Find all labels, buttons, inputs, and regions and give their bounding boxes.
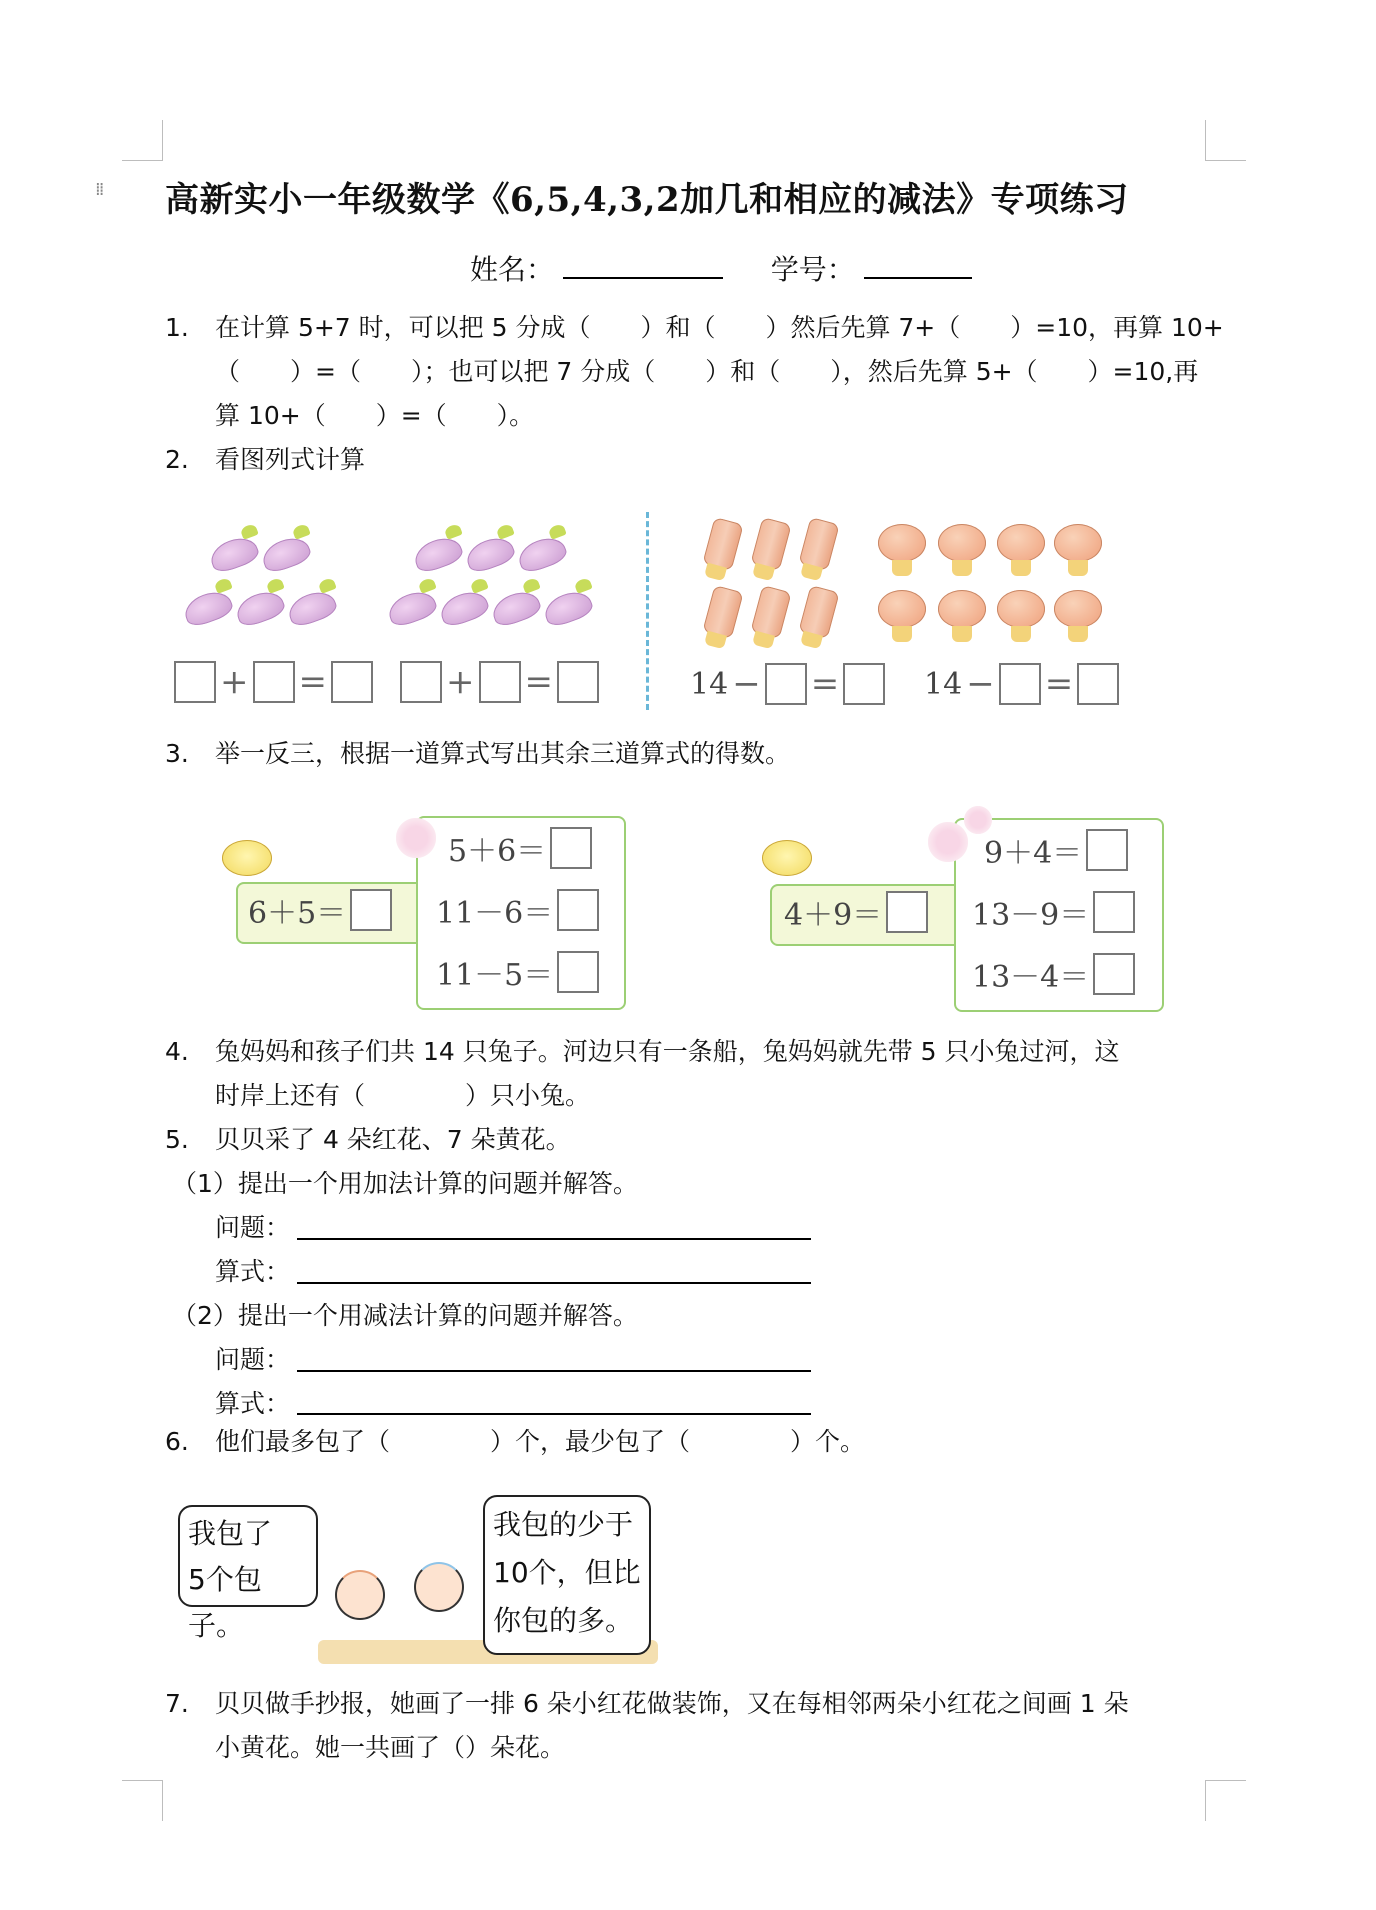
question-5-part-2: （2）提出一个用减法计算的问题并解答。 — [172, 1301, 638, 1330]
equation-text: 13－4＝ — [972, 960, 1090, 995]
name-blank[interactable] — [563, 253, 723, 279]
round-lantern-icon — [1054, 524, 1102, 562]
plus-sign: + — [446, 662, 475, 702]
minus-sign: − — [966, 664, 995, 704]
answer-box[interactable] — [400, 661, 442, 703]
related-equation — [984, 828, 1128, 872]
document-title: 高新实小一年级数学《6,5,4,3,2加几和相应的减法》专项练习 — [165, 180, 1129, 220]
question-1 — [165, 306, 1224, 350]
page-corner-mark-top-right — [1205, 120, 1246, 161]
question-number: 6. — [165, 1427, 189, 1456]
round-lantern-icon — [878, 524, 926, 562]
page-corner-mark-bottom-left — [122, 1780, 163, 1821]
equation-1 — [174, 661, 373, 703]
round-lantern-icon — [1054, 590, 1102, 628]
answer-box[interactable] — [350, 889, 392, 931]
answer-box[interactable] — [1077, 663, 1119, 705]
answer-box[interactable] — [479, 661, 521, 703]
question-7-line-2: 小黄花。她一共画了（）朵花。 — [215, 1733, 566, 1762]
answer-box[interactable] — [1093, 953, 1135, 995]
answer-box[interactable] — [557, 889, 599, 931]
answer-box[interactable] — [765, 663, 807, 705]
related-equation — [972, 952, 1135, 996]
dashed-divider — [646, 512, 649, 710]
minuend: 14 — [690, 666, 729, 702]
minuend: 14 — [924, 666, 963, 702]
equation-text: 11－5＝ — [436, 958, 554, 993]
answer-box[interactable] — [999, 663, 1041, 705]
formula-label: 算式： — [215, 1257, 291, 1286]
question-text: 他们最多包了（ ）个，最少包了（ ）个。 — [215, 1427, 866, 1456]
flower-icon — [928, 822, 968, 862]
question-4 — [165, 1030, 1120, 1074]
bubble-line: 你包的多。 — [493, 1604, 634, 1637]
page-corner-mark-top-left — [122, 120, 163, 161]
bird-icon — [762, 840, 812, 876]
answer-box[interactable] — [557, 661, 599, 703]
given-equation — [248, 888, 392, 932]
question-text-line: 贝贝做手抄报，她画了一排 6 朵小红花做装饰，又在每相邻两朵小红花之间画 1 朵 — [215, 1689, 1129, 1718]
question-number: 3. — [165, 739, 189, 768]
question-number: 1. — [165, 313, 189, 342]
answer-box[interactable] — [253, 661, 295, 703]
id-label: 学号： — [770, 253, 855, 286]
related-equation — [436, 950, 599, 994]
equals-sign: = — [810, 664, 840, 704]
question-label: 问题： — [215, 1213, 291, 1242]
equals-sign: = — [524, 662, 553, 702]
equation-4 — [924, 663, 1119, 705]
equation-text: 6＋5＝ — [248, 896, 347, 931]
question-number: 4. — [165, 1037, 189, 1066]
round-lantern-icon — [938, 590, 986, 628]
answer-line[interactable] — [297, 1370, 811, 1372]
equals-sign: = — [1044, 664, 1074, 704]
round-lantern-icon — [997, 524, 1045, 562]
question-6 — [165, 1420, 865, 1464]
answer-line[interactable] — [297, 1282, 811, 1284]
question-3 — [165, 732, 790, 776]
question-text: 看图列式计算 — [215, 445, 366, 474]
equation-text: 13－9＝ — [972, 898, 1090, 933]
answer-box[interactable] — [1093, 891, 1135, 933]
question-label: 问题： — [215, 1345, 291, 1374]
answer-line[interactable] — [297, 1413, 811, 1415]
equals-sign: = — [298, 662, 327, 702]
page-corner-mark-bottom-right — [1205, 1780, 1246, 1821]
equation-text: 5＋6＝ — [448, 834, 547, 869]
name-id-row — [470, 248, 972, 288]
question-text: 举一反三，根据一道算式写出其余三道算式的得数。 — [215, 739, 791, 768]
question-text-line: 兔妈妈和孩子们共 14 只兔子。河边只有一条船，兔妈妈就先带 5 只小兔过河，这 — [215, 1037, 1120, 1066]
formula-label: 算式： — [215, 1389, 291, 1418]
question-text: 贝贝采了 4 朵红花、7 朵黄花。 — [215, 1125, 571, 1154]
answer-box[interactable] — [557, 951, 599, 993]
bubble-line: 我包的少于 — [493, 1508, 634, 1541]
question-4-line-2: 时岸上还有（ ）只小兔。 — [215, 1081, 591, 1110]
bird-icon — [222, 840, 272, 876]
id-blank[interactable] — [864, 253, 972, 279]
answer-line[interactable] — [297, 1238, 811, 1240]
bubble-line: 我包了 — [188, 1517, 273, 1550]
name-label: 姓名： — [470, 253, 555, 286]
round-lantern-icon — [878, 590, 926, 628]
bubble-line: 5个包子。 — [188, 1563, 262, 1642]
related-equation — [972, 890, 1135, 934]
related-equation — [436, 888, 599, 932]
question-number: 7. — [165, 1689, 189, 1718]
answer-box[interactable] — [331, 661, 373, 703]
equation-text: 4＋9＝ — [784, 898, 883, 933]
answer-box[interactable] — [550, 827, 592, 869]
given-equation — [784, 890, 928, 934]
round-lantern-icon — [997, 590, 1045, 628]
round-lantern-icon — [938, 524, 986, 562]
drag-handle-icon[interactable]: ⁞⁞ — [95, 179, 103, 200]
answer-box[interactable] — [843, 663, 885, 705]
question-number: 2. — [165, 445, 189, 474]
speech-bubble-girl — [178, 1505, 318, 1642]
question-1-line-2: （ ）=（ ）；也可以把 7 分成（ ）和（ ），然后先算 5+（ ）=10,再 — [215, 357, 1199, 386]
answer-box[interactable] — [1086, 829, 1128, 871]
plus-sign: + — [220, 662, 249, 702]
answer-box[interactable] — [174, 661, 216, 703]
minus-sign: − — [732, 664, 761, 704]
boy-illustration — [414, 1562, 464, 1612]
question-number: 5. — [165, 1125, 189, 1154]
speech-bubble-boy — [483, 1495, 651, 1655]
equation-2 — [400, 661, 599, 703]
question-5 — [165, 1118, 571, 1162]
question-text-line: 在计算 5+7 时，可以把 5 分成（ ）和（ ）然后先算 7+（ ）=10，再算 10+ — [215, 313, 1224, 342]
question-7 — [165, 1682, 1129, 1726]
girl-illustration — [335, 1570, 385, 1620]
question-1-line-3: 算 10+（ ）=（ ）。 — [215, 401, 535, 430]
question-5-part-1: （1）提出一个用加法计算的问题并解答。 — [172, 1169, 638, 1198]
flower-icon — [396, 818, 436, 858]
question-2 — [165, 438, 365, 482]
related-equation — [448, 826, 592, 870]
equation-text: 9＋4＝ — [984, 836, 1083, 871]
equation-text: 11－6＝ — [436, 896, 554, 931]
equation-3 — [690, 663, 885, 705]
answer-box[interactable] — [886, 891, 928, 933]
bubble-line: 10个，但比 — [493, 1556, 641, 1589]
